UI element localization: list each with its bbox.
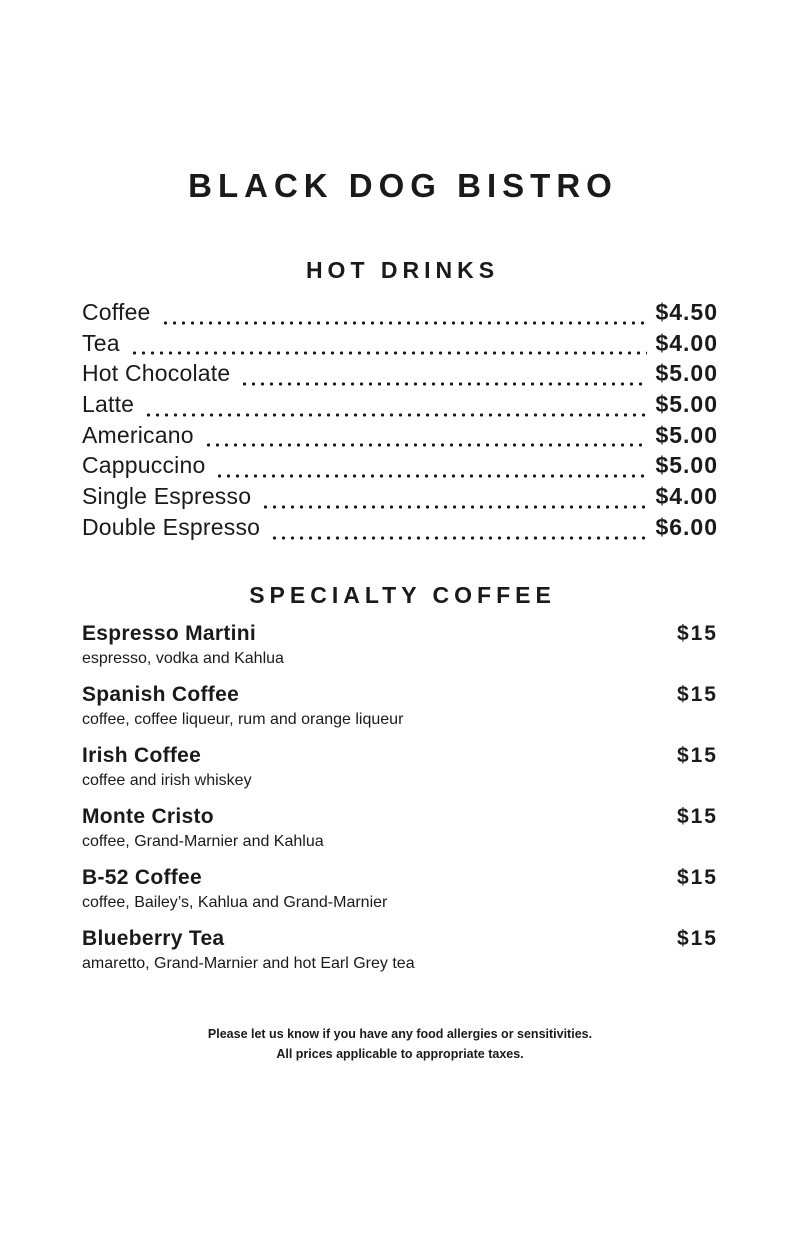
- item-name: Tea: [82, 329, 120, 356]
- dot-leader: [161, 321, 648, 325]
- specialty-item-header: [82, 802, 718, 832]
- section-heading-hot-drinks: HOT DRINKS: [305, 257, 500, 283]
- item-price: $5.00: [655, 421, 718, 448]
- item-price: $6.00: [655, 513, 718, 540]
- specialty-item: [82, 863, 718, 913]
- specialty-item-header: [82, 863, 718, 893]
- item-name: Monte Cristo: [82, 804, 214, 828]
- specialty-item: [82, 680, 718, 730]
- menu-item-row: [82, 299, 718, 330]
- item-price: $15: [676, 682, 718, 706]
- menu-item-row: [82, 330, 718, 361]
- item-description: amaretto, Grand-Marnier and hot Earl Grey tea: [82, 954, 415, 972]
- item-name: Coffee: [82, 299, 151, 325]
- dot-leader: [240, 382, 647, 386]
- item-description: coffee, coffee liqueur, rum and orange liqueur: [82, 710, 404, 728]
- item-price: $15: [676, 743, 718, 767]
- item-name: Irish Coffee: [82, 743, 202, 767]
- item-name: Single Espresso: [82, 483, 252, 510]
- specialty-coffee-list: [82, 619, 718, 974]
- specialty-item: [82, 924, 718, 974]
- footer-note-line1: Please let us know if you have any food allergies or sensitivities.: [207, 1026, 593, 1041]
- dot-leader: [130, 351, 648, 355]
- specialty-item-header: [82, 680, 718, 710]
- hot-drinks-list: [82, 299, 718, 545]
- menu-item-row: [82, 514, 718, 545]
- specialty-item-header: [82, 924, 718, 954]
- item-description: coffee and irish whiskey: [82, 771, 252, 789]
- item-name: Double Espresso: [82, 513, 261, 540]
- item-price: $5.00: [655, 452, 718, 479]
- footer-note: [0, 1024, 800, 1064]
- restaurant-title: BLACK DOG BISTRO: [188, 167, 618, 204]
- item-price: $15: [676, 926, 718, 950]
- specialty-item-header: [82, 619, 718, 649]
- dot-leader: [204, 443, 648, 447]
- footer-note-line2: All prices applicable to appropriate taxes.: [276, 1046, 524, 1061]
- item-description: coffee, Grand-Marnier and Kahlua: [82, 832, 324, 850]
- menu-item-row: [82, 360, 718, 391]
- item-price: $15: [676, 865, 718, 889]
- item-price: $5.00: [655, 391, 718, 418]
- specialty-item-header: [82, 741, 718, 771]
- dot-leader: [215, 474, 647, 478]
- specialty-item: [82, 802, 718, 852]
- item-price: $4.00: [655, 329, 718, 356]
- menu-item-row: [82, 391, 718, 422]
- menu-item-row: [82, 422, 718, 453]
- item-description: coffee, Bailey’s, Kahlua and Grand-Marnier: [82, 893, 388, 911]
- item-name: Espresso Martini: [82, 621, 257, 645]
- item-name: Spanish Coffee: [82, 682, 240, 706]
- item-price: $4.50: [655, 299, 718, 325]
- item-description: espresso, vodka and Kahlua: [82, 649, 284, 667]
- specialty-item: [82, 619, 718, 669]
- menu-item-row: [82, 483, 718, 514]
- item-name: B-52 Coffee: [82, 865, 202, 889]
- item-name: Latte: [82, 391, 135, 418]
- item-name: Blueberry Tea: [82, 926, 225, 950]
- menu-item-row: [82, 452, 718, 483]
- specialty-item: [82, 741, 718, 791]
- item-price: $5.00: [655, 360, 718, 387]
- dot-leader: [270, 536, 647, 540]
- section-heading-specialty-coffee: SPECIALTY COFFEE: [249, 581, 556, 608]
- dot-leader: [261, 505, 647, 509]
- dot-leader: [144, 413, 647, 417]
- item-price: $15: [676, 621, 718, 645]
- item-price: $15: [676, 804, 718, 828]
- item-name: Cappuccino: [82, 452, 206, 479]
- item-name: Hot Chocolate: [82, 360, 231, 387]
- item-name: Americano: [82, 421, 194, 448]
- item-price: $4.00: [655, 483, 718, 510]
